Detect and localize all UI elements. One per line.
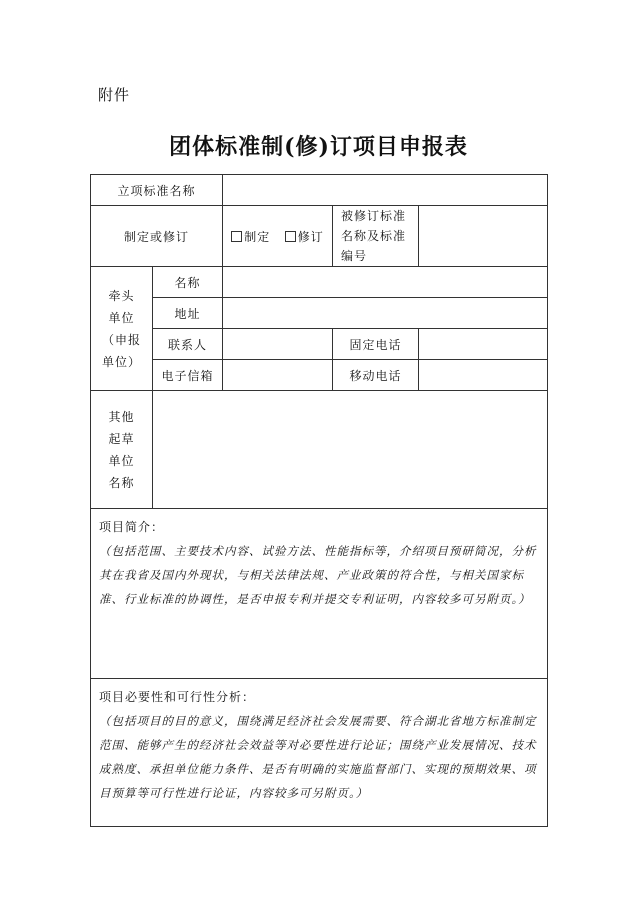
lead-unit-label-line: 单位 bbox=[108, 310, 135, 325]
email-label: 电子信箱 bbox=[153, 360, 223, 391]
other-units-label-line: 单位 bbox=[108, 453, 135, 468]
revised-standard-field[interactable] bbox=[419, 206, 548, 267]
type-label: 制定或修订 bbox=[91, 206, 223, 267]
mobile-label: 移动电话 bbox=[333, 360, 419, 391]
necessity-hint: （包括项目的目的意义，围绕满足经济社会发展需要、符合湖北省地方标准制定范围、能够产生的经济社会效益等对必要性进行论证；围绕产业发展情况、技术成熟度、承担单位能力条件、是否有明确的实施监督部门、实现的预期效果、项目预算等可行性进行论证，内容较多可另附页。） bbox=[99, 714, 537, 800]
unit-name-label: 名称 bbox=[153, 267, 223, 298]
other-units-label bbox=[91, 391, 153, 509]
other-units-label-line: 其他 bbox=[108, 409, 135, 424]
other-units-label-line: 名称 bbox=[108, 475, 135, 490]
lead-unit-label-line: 单位） bbox=[101, 354, 141, 369]
lead-unit-label-line: （申报 bbox=[101, 332, 141, 347]
attachment-label: 附件 bbox=[98, 86, 131, 104]
phone-field[interactable] bbox=[419, 329, 548, 360]
contact-field[interactable] bbox=[223, 329, 333, 360]
necessity-cell[interactable] bbox=[91, 679, 548, 827]
address-field[interactable] bbox=[223, 298, 548, 329]
revise-checkbox[interactable] bbox=[285, 231, 296, 242]
revised-standard-label: 被修订标准名称及标准编号 bbox=[333, 206, 419, 267]
unit-name-field[interactable] bbox=[223, 267, 548, 298]
email-field[interactable] bbox=[223, 360, 333, 391]
make-option-label: 制定 bbox=[244, 229, 271, 244]
standard-name-field[interactable] bbox=[223, 175, 548, 206]
lead-unit-label-line: 牵头 bbox=[108, 288, 135, 303]
project-intro-hint: （包括范围、主要技术内容、试验方法、性能指标等，介绍项目预研简况，分析其在我省及国内外现状，与相关法律法规、产业政策的符合性，与相关国家标准、行业标准的协调性，是否申报专利并提交专利证明，内容较多可另附页。） bbox=[99, 544, 537, 606]
other-units-field[interactable] bbox=[153, 391, 548, 509]
contact-label: 联系人 bbox=[153, 329, 223, 360]
other-units-label-line: 起草 bbox=[108, 431, 135, 446]
mobile-field[interactable] bbox=[419, 360, 548, 391]
necessity-label: 项目必要性和可行性分析： bbox=[99, 690, 256, 704]
address-label: 地址 bbox=[153, 298, 223, 329]
project-intro-cell[interactable] bbox=[91, 509, 548, 679]
make-checkbox[interactable] bbox=[231, 231, 242, 242]
project-intro-label: 项目简介： bbox=[99, 520, 165, 534]
revise-option-label: 修订 bbox=[297, 229, 324, 244]
application-form-table bbox=[90, 174, 548, 827]
page-title: 团体标准制(修)订项目申报表 bbox=[169, 134, 468, 160]
type-options bbox=[223, 206, 333, 267]
standard-name-label: 立项标准名称 bbox=[91, 175, 223, 206]
lead-unit-label bbox=[91, 267, 153, 391]
phone-label: 固定电话 bbox=[333, 329, 419, 360]
